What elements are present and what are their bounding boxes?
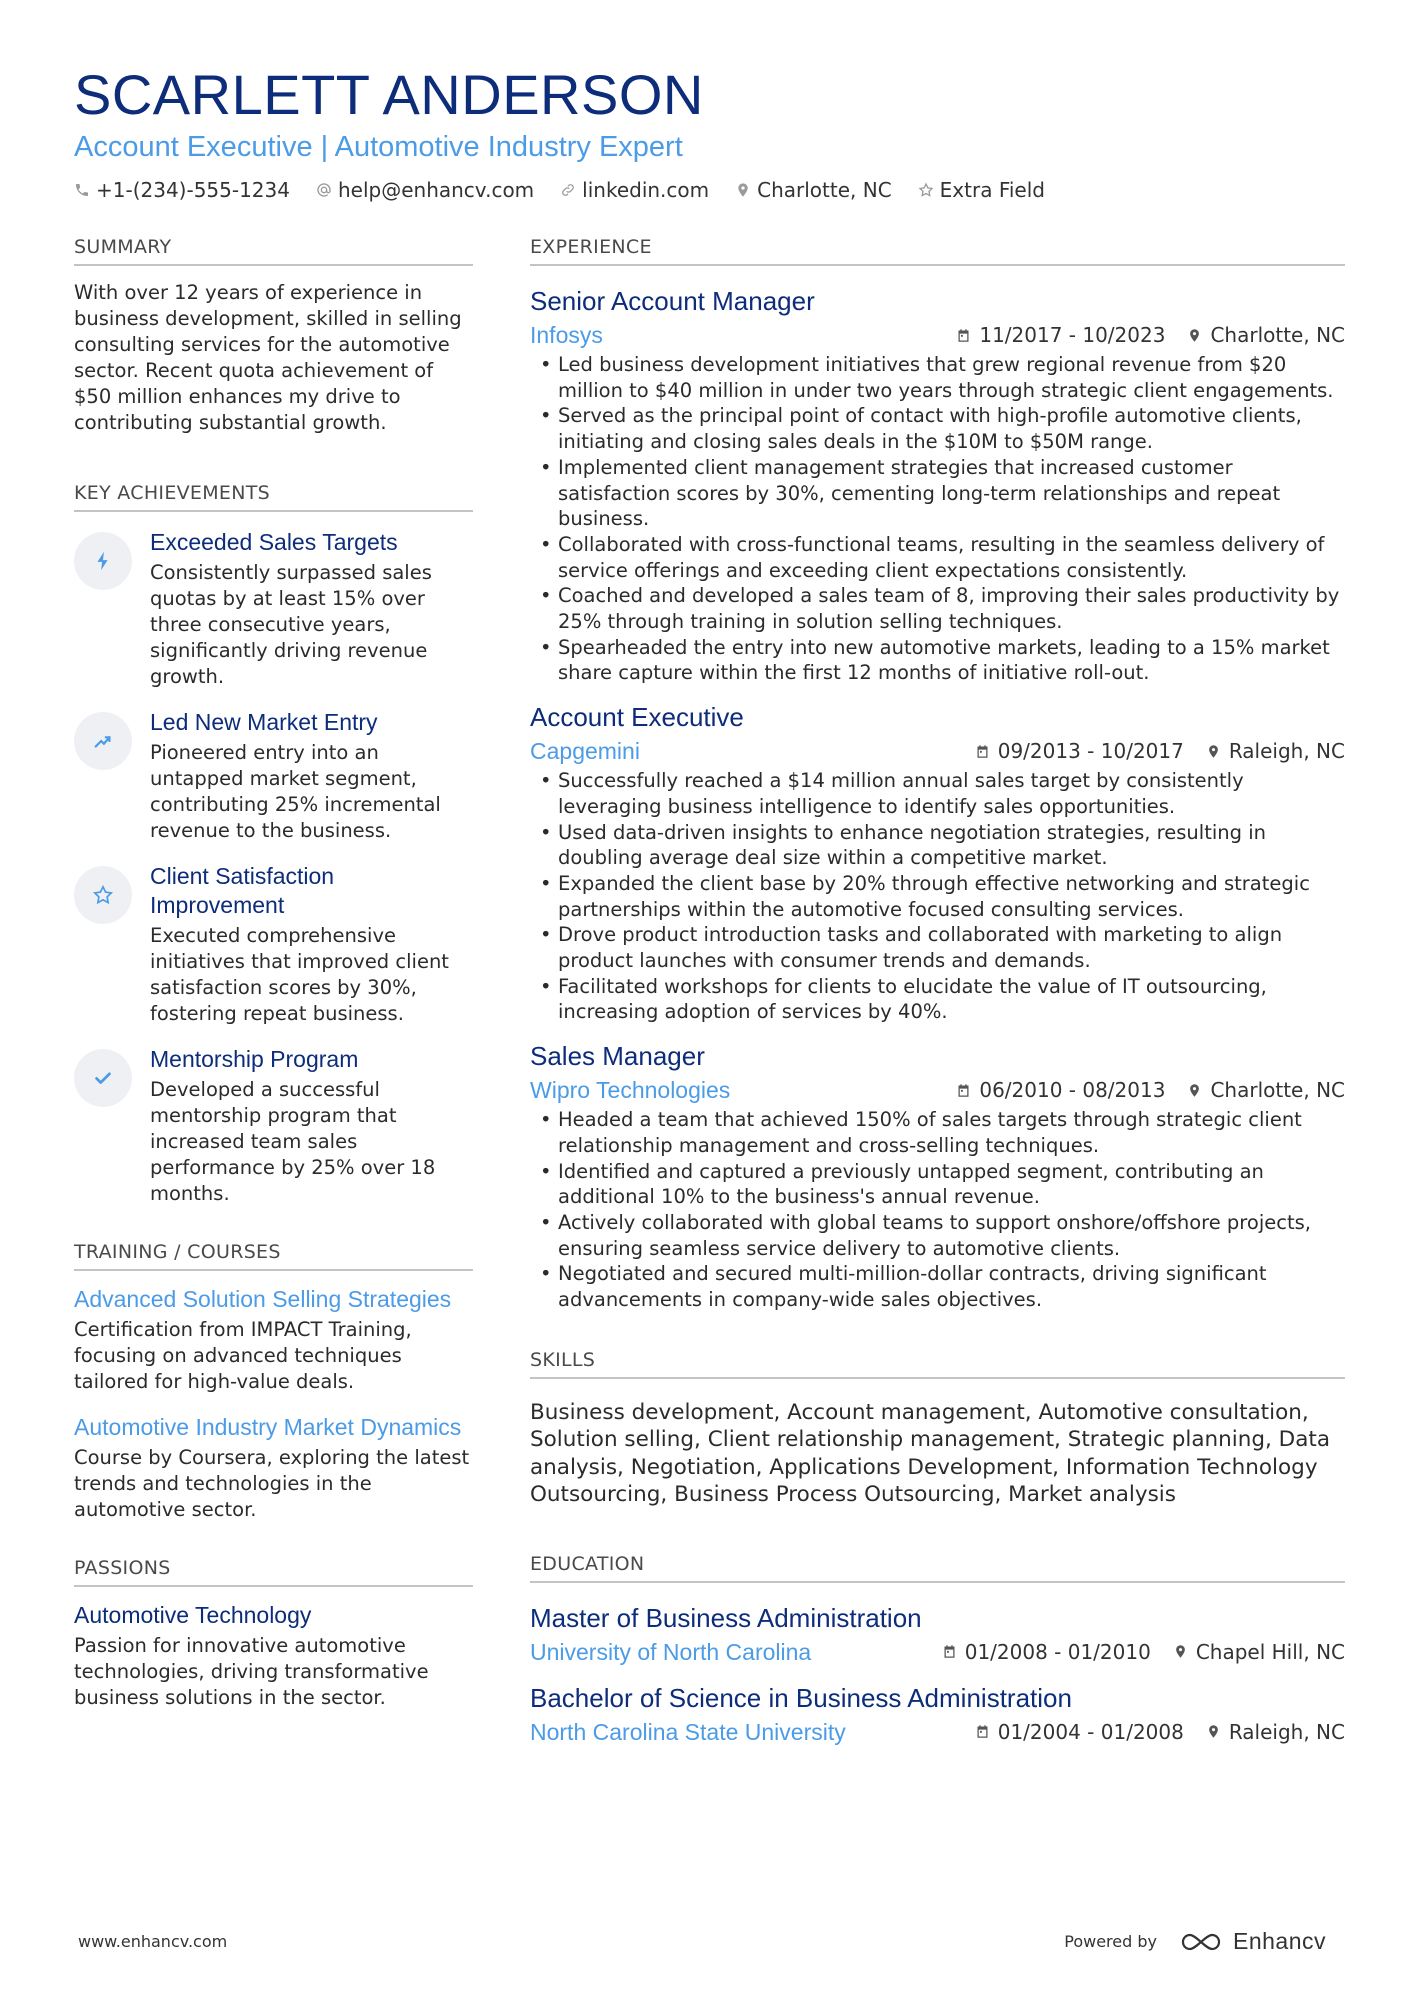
school-name: North Carolina State University	[530, 1718, 846, 1745]
experience-section	[530, 236, 1345, 1313]
job-title: Account Executive	[530, 702, 744, 733]
job-bullet: • Drove product introduction tasks and collaborated with marketing to align product launches with consumer trends and demands.	[530, 922, 1345, 973]
job-company: Wipro Technologies	[530, 1077, 731, 1104]
achievement-title: Client Satisfaction Improvement	[150, 863, 335, 918]
location-icon	[1173, 1644, 1188, 1659]
job-location	[1206, 739, 1345, 763]
education-entry	[530, 1681, 1345, 1747]
job-location-text: Raleigh, NC	[1228, 739, 1345, 764]
training-heading: TRAINING / COURSES	[74, 1241, 473, 1271]
infinity-logo-icon	[1179, 1931, 1223, 1953]
lightning-icon	[92, 550, 114, 572]
job-bullet: • Coached and developed a sales team of 8, improving their sales productivity by 25% through training in solution selling techniques.	[530, 583, 1345, 634]
achievement-item	[74, 708, 473, 844]
education-location	[1206, 1720, 1345, 1744]
job-location-text: Charlotte, NC	[1210, 1078, 1345, 1103]
job-location	[1187, 1078, 1345, 1102]
education-dates	[942, 1640, 1151, 1664]
contact-location	[735, 178, 892, 202]
achievement-title: Led New Market Entry	[150, 709, 378, 735]
contact-linkedin-text: linkedin.com	[582, 178, 710, 202]
passion-title: Automotive Technology	[74, 1602, 312, 1628]
job-location	[1187, 323, 1345, 347]
achievement-desc: Developed a successful mentorship program that increased team sales performance by 25% over 18 months.	[150, 1078, 436, 1205]
contact-extra-text: Extra Field	[939, 178, 1045, 202]
candidate-title: Account Executive | Automotive Industry Expert	[74, 131, 683, 163]
job-bullet: • Spearheaded the entry into new automotive markets, leading to a 15% market share capture within the first 12 months of initiative roll-out.	[530, 635, 1345, 686]
location-icon	[735, 182, 751, 198]
education-section	[530, 1553, 1345, 1747]
contact-email[interactable]	[316, 178, 534, 202]
job-dates-text: 09/2013 - 10/2017	[997, 739, 1184, 764]
degree-title: Master of Business Administration	[530, 1602, 922, 1633]
growth-icon	[92, 730, 114, 752]
training-section	[74, 1241, 473, 1523]
job-bullet: • Used data-driven insights to enhance negotiation strategies, resulting in doubling average deal size within a competitive market.	[530, 820, 1345, 871]
achievement-item	[74, 1045, 473, 1207]
calendar-icon	[956, 328, 971, 343]
experience-heading: EXPERIENCE	[530, 236, 1345, 266]
calendar-icon	[975, 744, 990, 759]
job-company: Capgemini	[530, 738, 640, 765]
job-entry	[530, 700, 1345, 1025]
education-dates-text: 01/2008 - 01/2010	[964, 1639, 1151, 1664]
skills-text: Business development, Account management, Automotive consultation, Solution selling, Client relationship management, Strategic planning, Data analysis, Negotiation, Applications Development, Information Technology Outsourcing, Business Process Outsourcing, Market analysis	[530, 1399, 1331, 1508]
course-desc: Certification from IMPACT Training, focusing on advanced techniques tailored for high-value deals.	[74, 1318, 412, 1393]
job-dates	[975, 739, 1184, 763]
achievement-icon-badge	[74, 532, 132, 590]
achievement-icon-badge	[74, 866, 132, 924]
contact-location-text: Charlotte, NC	[757, 178, 892, 202]
achievement-icon-badge	[74, 712, 132, 770]
job-bullet: • Negotiated and secured multi-million-dollar contracts, driving significant advancements in company-wide sales objectives.	[530, 1261, 1345, 1312]
summary-heading: SUMMARY	[74, 236, 473, 266]
achievement-desc: Pioneered entry into an untapped market segment, contributing 25% incremental revenue to the business.	[150, 741, 441, 842]
job-title: Senior Account Manager	[530, 286, 815, 316]
job-dates-text: 06/2010 - 08/2013	[979, 1078, 1166, 1103]
skills-section	[530, 1349, 1345, 1509]
check-icon	[92, 1067, 114, 1089]
education-dates	[975, 1720, 1184, 1744]
passions-heading: PASSIONS	[74, 1557, 473, 1587]
degree-title: Bachelor of Science in Business Administration	[530, 1682, 1072, 1713]
job-entry	[530, 284, 1345, 686]
achievements-section	[74, 482, 473, 1207]
achievement-desc: Executed comprehensive initiatives that improved client satisfaction scores by 30%, fostering repeat business.	[150, 924, 449, 1025]
education-dates-text: 01/2004 - 01/2008	[997, 1719, 1184, 1744]
powered-by-label: Powered by	[1064, 1932, 1157, 1951]
summary-section	[74, 236, 473, 436]
job-bullet: • Actively collaborated with global teams to support onshore/offshore projects, ensuring seamless service delivery to automotive clients.	[530, 1210, 1345, 1261]
achievement-item	[74, 528, 473, 690]
at-icon	[316, 182, 332, 198]
achievements-heading: KEY ACHIEVEMENTS	[74, 482, 473, 512]
school-name: University of North Carolina	[530, 1638, 812, 1665]
calendar-icon	[942, 1644, 957, 1659]
job-bullet: • Expanded the client base by 20% through effective networking and strategic partnerships within the automotive focused consulting services.	[530, 871, 1345, 922]
brand-name: Enhancv	[1232, 1928, 1326, 1954]
education-location-text: Chapel Hill, NC	[1195, 1639, 1345, 1664]
job-title: Sales Manager	[530, 1041, 705, 1072]
job-bullet: • Identified and captured a previously untapped segment, contributing an additional 10% to the business's annual revenue.	[530, 1159, 1345, 1210]
location-icon	[1206, 744, 1221, 759]
job-bullets	[530, 352, 1345, 686]
education-heading: EDUCATION	[530, 1553, 1345, 1583]
job-bullet: • Headed a team that achieved 150% of sales targets through strategic client relationship management and cross-selling techniques.	[530, 1107, 1345, 1158]
passions-section	[74, 1557, 473, 1711]
link-icon	[560, 182, 576, 198]
achievement-item	[74, 862, 473, 1027]
footer-website[interactable]: www.enhancv.com	[78, 1932, 228, 1951]
job-bullet: • Led business development initiatives that grew regional revenue from $20 million to $40 million in under two years through strategic client engagements.	[530, 352, 1345, 403]
candidate-name: SCARLETT ANDERSON	[74, 63, 704, 126]
resume-header	[74, 62, 1350, 202]
education-location-text: Raleigh, NC	[1228, 1719, 1345, 1744]
job-bullet: • Served as the principal point of contact with high-profile automotive clients, initiating and closing sales deals in the $10M to $50M range.	[530, 403, 1345, 454]
job-location-text: Charlotte, NC	[1210, 323, 1345, 347]
education-location	[1173, 1640, 1345, 1664]
job-company: Infosys	[530, 322, 603, 348]
enhancv-logo[interactable]	[1179, 1928, 1326, 1955]
phone-icon	[74, 182, 90, 198]
summary-text: With over 12 years of experience in business development, skilled in selling consulting services for the automotive sector. Recent quota achievement of $50 million enhances my drive to contributing substantial growth.	[74, 281, 462, 434]
star-icon	[918, 182, 934, 198]
job-bullet: • Implemented client management strategies that increased customer satisfaction scores by 30%, cementing long-term relationships and repeat business.	[530, 455, 1345, 532]
star-icon	[92, 884, 114, 906]
education-entry	[530, 1601, 1345, 1667]
contact-phone-text: +1-(234)-555-1234	[96, 178, 290, 202]
skills-heading: SKILLS	[530, 1349, 1345, 1379]
job-bullet: • Facilitated workshops for clients to elucidate the value of IT outsourcing, increasing adoption of services by 40%.	[530, 974, 1345, 1025]
left-column	[74, 236, 473, 1711]
calendar-icon	[956, 1083, 971, 1098]
course-desc: Course by Coursera, exploring the latest trends and technologies in the automotive sector.	[74, 1446, 470, 1521]
job-dates	[956, 323, 1165, 347]
course-title: Advanced Solution Selling Strategies	[74, 1286, 452, 1312]
job-bullet: • Successfully reached a $14 million annual sales target by consistently leveraging business intelligence to identify sales opportunities.	[530, 768, 1345, 819]
achievement-title: Mentorship Program	[150, 1046, 359, 1072]
contact-extra	[918, 178, 1045, 202]
page-footer	[78, 1928, 1326, 1955]
location-icon	[1187, 1083, 1202, 1098]
location-icon	[1187, 328, 1202, 343]
location-icon	[1206, 1724, 1221, 1739]
passion-desc: Passion for innovative automotive technologies, driving transformative business solutions in the sector.	[74, 1634, 429, 1709]
contact-linkedin[interactable]	[560, 178, 709, 202]
calendar-icon	[975, 1724, 990, 1739]
achievement-icon-badge	[74, 1049, 132, 1107]
job-bullets	[530, 1107, 1345, 1313]
job-entry	[530, 1039, 1345, 1313]
course-title: Automotive Industry Market Dynamics	[74, 1414, 462, 1440]
achievement-desc: Consistently surpassed sales quotas by at least 15% over three consecutive years, significantly driving revenue growth.	[150, 561, 432, 688]
job-bullet: • Collaborated with cross-functional teams, resulting in the seamless delivery of service offerings and exceeding client expectations consistently.	[530, 532, 1345, 583]
achievement-title: Exceeded Sales Targets	[150, 529, 398, 555]
job-dates-text: 11/2017 - 10/2023	[979, 323, 1166, 347]
contact-phone	[74, 178, 290, 202]
contact-email-text: help@enhancv.com	[337, 178, 535, 202]
contact-bar	[74, 178, 1350, 202]
job-bullets	[530, 768, 1345, 1025]
job-dates	[956, 1078, 1165, 1102]
right-column	[530, 236, 1345, 1761]
